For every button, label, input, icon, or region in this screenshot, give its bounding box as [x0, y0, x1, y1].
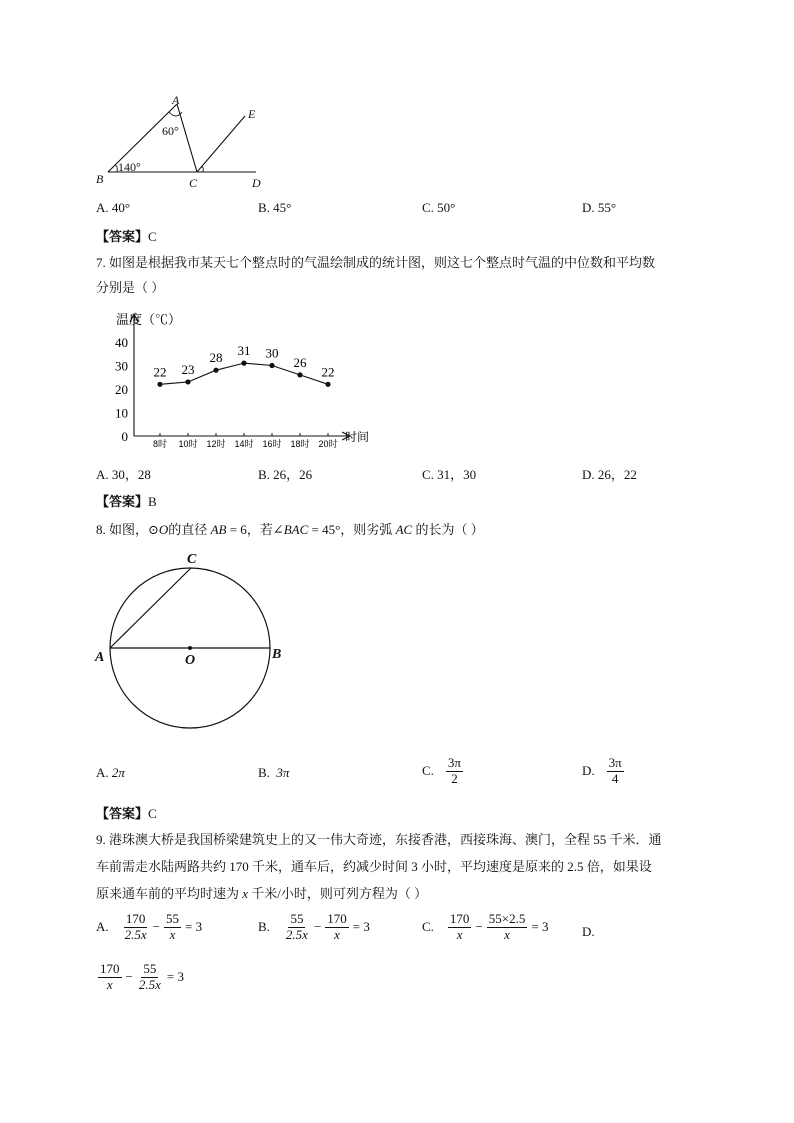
q8-ab: AB	[210, 522, 227, 537]
data-point	[241, 361, 246, 366]
circle-figure	[100, 560, 290, 735]
q9-option-d[interactable]	[98, 962, 184, 993]
q8-mid2: ，若∠	[246, 522, 284, 537]
denominator: 2.5x	[138, 976, 161, 992]
circle-label-o: O	[185, 653, 196, 668]
option-label: A.	[96, 765, 109, 780]
q8-option-b[interactable]	[258, 765, 289, 781]
y-tick-label: 40	[115, 335, 128, 350]
fraction	[607, 756, 624, 787]
x-tick-label: 10时	[178, 439, 198, 449]
label-a: A	[172, 93, 180, 107]
minus-sign: −	[313, 919, 322, 935]
label-e: E	[248, 107, 256, 121]
fraction	[137, 962, 163, 993]
data-point	[185, 379, 190, 384]
numerator: 55	[143, 961, 157, 976]
numerator: 3π	[447, 755, 461, 770]
data-point	[157, 382, 162, 387]
q9-option-b[interactable]	[258, 912, 370, 943]
label-c: C	[189, 176, 198, 190]
answer-value: C	[148, 229, 157, 244]
answer-label: 【答案】	[96, 494, 149, 509]
angle-140-label: 140°	[118, 160, 141, 174]
triangle-figure	[90, 90, 270, 195]
x-tick-label: 16时	[262, 439, 282, 449]
x-tick-label: 18时	[290, 439, 310, 449]
numerator: 170	[100, 961, 120, 976]
denominator: x	[334, 926, 340, 942]
option-label: B.	[258, 919, 270, 935]
data-point	[325, 382, 330, 387]
numerator: 55	[290, 911, 304, 926]
y-tick-label: 30	[115, 358, 128, 374]
y-tick-label: 0	[121, 429, 128, 444]
data-label: 23	[181, 361, 195, 377]
q6-option-b[interactable]: B. 45°	[258, 200, 292, 215]
answer-label: 【答案】	[96, 229, 149, 244]
option-label: D.	[582, 763, 595, 779]
q8-o: O	[158, 522, 169, 537]
fraction	[446, 756, 463, 787]
q7-option-c[interactable]: C. 31，30	[422, 467, 477, 482]
data-point	[213, 368, 218, 373]
q9-stem-line2: 车前需走水陆两路共约 170 千米，通车后，约减少时间 3 小时，平均速度是原来的 2.5 倍，如果设	[96, 859, 652, 874]
numerator: 3π	[608, 755, 622, 770]
option-label: C.	[422, 919, 434, 935]
data-label: 22	[153, 364, 167, 380]
fraction	[325, 912, 349, 943]
option-label: C.	[422, 763, 434, 779]
q6-option-a[interactable]: A. 40°	[96, 200, 131, 215]
minus-sign: −	[125, 969, 133, 985]
q9-line3-part1: 原来通车前的平均时速为	[96, 886, 243, 901]
q7-answer	[96, 491, 157, 510]
answer-value: C	[148, 806, 157, 821]
minus-sign: −	[475, 919, 483, 935]
q9-option-a[interactable]	[96, 912, 202, 943]
rhs: = 3	[352, 919, 370, 935]
option-label: A.	[96, 919, 109, 935]
q8-option-a[interactable]	[96, 765, 125, 781]
rhs: = 3	[166, 969, 184, 985]
q6-answer	[96, 226, 157, 245]
denominator: x	[106, 976, 113, 992]
data-label: 28	[209, 350, 223, 366]
circle-label-b: B	[272, 647, 282, 662]
fraction	[284, 912, 310, 943]
q8-stem	[96, 522, 484, 538]
rhs: = 3	[185, 919, 203, 935]
data-label: 26	[293, 354, 307, 370]
label-d: D	[252, 176, 261, 190]
q8-end: 的长为（ ）	[415, 522, 484, 537]
q8-option-c[interactable]	[422, 756, 463, 787]
fraction	[98, 962, 122, 993]
q9-stem-line3	[96, 886, 427, 902]
denominator: 2.5x	[285, 926, 308, 942]
q8-mid1: 的直径	[168, 522, 208, 537]
data-label: 31	[237, 343, 251, 359]
q6-option-c[interactable]: C. 50°	[422, 200, 456, 215]
answer-label: 【答案】	[96, 806, 149, 821]
q9-option-c[interactable]	[422, 912, 548, 943]
data-label: 22	[321, 364, 335, 380]
q8-eq6: = 6	[226, 522, 247, 537]
fraction	[164, 912, 181, 943]
q7-option-d[interactable]: D. 26，22	[582, 467, 637, 482]
data-point	[269, 363, 274, 368]
q8-mid3: ，则劣弧	[340, 522, 393, 537]
x-tick-label: 12时	[206, 439, 226, 449]
q8-option-d[interactable]	[582, 756, 624, 787]
y-axis-label: 温度（℃）	[116, 312, 182, 327]
denominator: 2.5x	[124, 926, 147, 942]
x-tick-label: 14时	[234, 439, 254, 449]
q8-arc-ac: AC	[395, 522, 413, 537]
denominator: 2	[451, 770, 458, 786]
option-value: 3π	[276, 765, 290, 780]
q9-var-x: x	[242, 886, 249, 901]
x-axis-label: 时间	[345, 430, 370, 444]
data-label: 30	[265, 345, 279, 361]
q9-option-d-label[interactable]: D.	[582, 924, 595, 939]
answer-value: B	[148, 494, 157, 509]
numerator: 170	[449, 911, 470, 926]
denominator: x	[504, 926, 510, 942]
q7-stem-line1: 7. 如图是根据我市某天七个整点时的气温绘制成的统计图，则这七个整点时气温的中位数和平均数	[96, 255, 656, 270]
circle-label-a: A	[95, 650, 105, 665]
q6-option-d[interactable]: D. 55°	[582, 200, 617, 215]
q7-stem-line2: 分别是（ ）	[96, 280, 165, 295]
denominator: x	[456, 926, 463, 942]
angle-60-label: 60°	[162, 124, 179, 138]
q9-line3-part2: 千米/小时，则可列方程为（ ）	[248, 886, 428, 901]
data-point	[297, 372, 302, 377]
x-tick-label: 8时	[152, 439, 168, 449]
minus-sign: −	[152, 919, 161, 935]
q8-prefix: 8. 如图，⊙	[96, 522, 159, 537]
temperature-line-chart	[100, 306, 390, 456]
denominator: 4	[611, 770, 619, 786]
option-label: B.	[258, 765, 270, 780]
fraction	[123, 912, 149, 943]
q8-eq45: = 45°	[308, 522, 341, 537]
y-tick-label: 10	[115, 405, 128, 421]
numerator: 170	[125, 911, 146, 926]
rhs: = 3	[531, 919, 549, 935]
q7-option-b[interactable]: B. 26，26	[258, 467, 313, 482]
q7-option-a[interactable]: A. 30，28	[96, 467, 151, 482]
fraction	[487, 912, 528, 943]
numerator: 55×2.5	[488, 911, 526, 926]
q8-answer	[96, 803, 157, 822]
x-tick-label: 20时	[318, 439, 338, 449]
y-tick-label: 20	[115, 382, 128, 397]
q9-stem-line1: 9. 港珠澳大桥是我国桥梁建筑史上的又一伟大奇迹，东接香港，西接珠海、澳门，全程 55 千米．通	[96, 832, 662, 847]
circle-label-c: C	[187, 552, 197, 567]
numerator: 170	[327, 911, 347, 926]
fraction	[448, 912, 472, 943]
label-b: B	[96, 172, 104, 186]
denominator: x	[169, 926, 176, 942]
option-value: 2π	[111, 765, 125, 780]
q8-bac: BAC	[283, 522, 309, 537]
numerator: 55	[166, 911, 180, 926]
